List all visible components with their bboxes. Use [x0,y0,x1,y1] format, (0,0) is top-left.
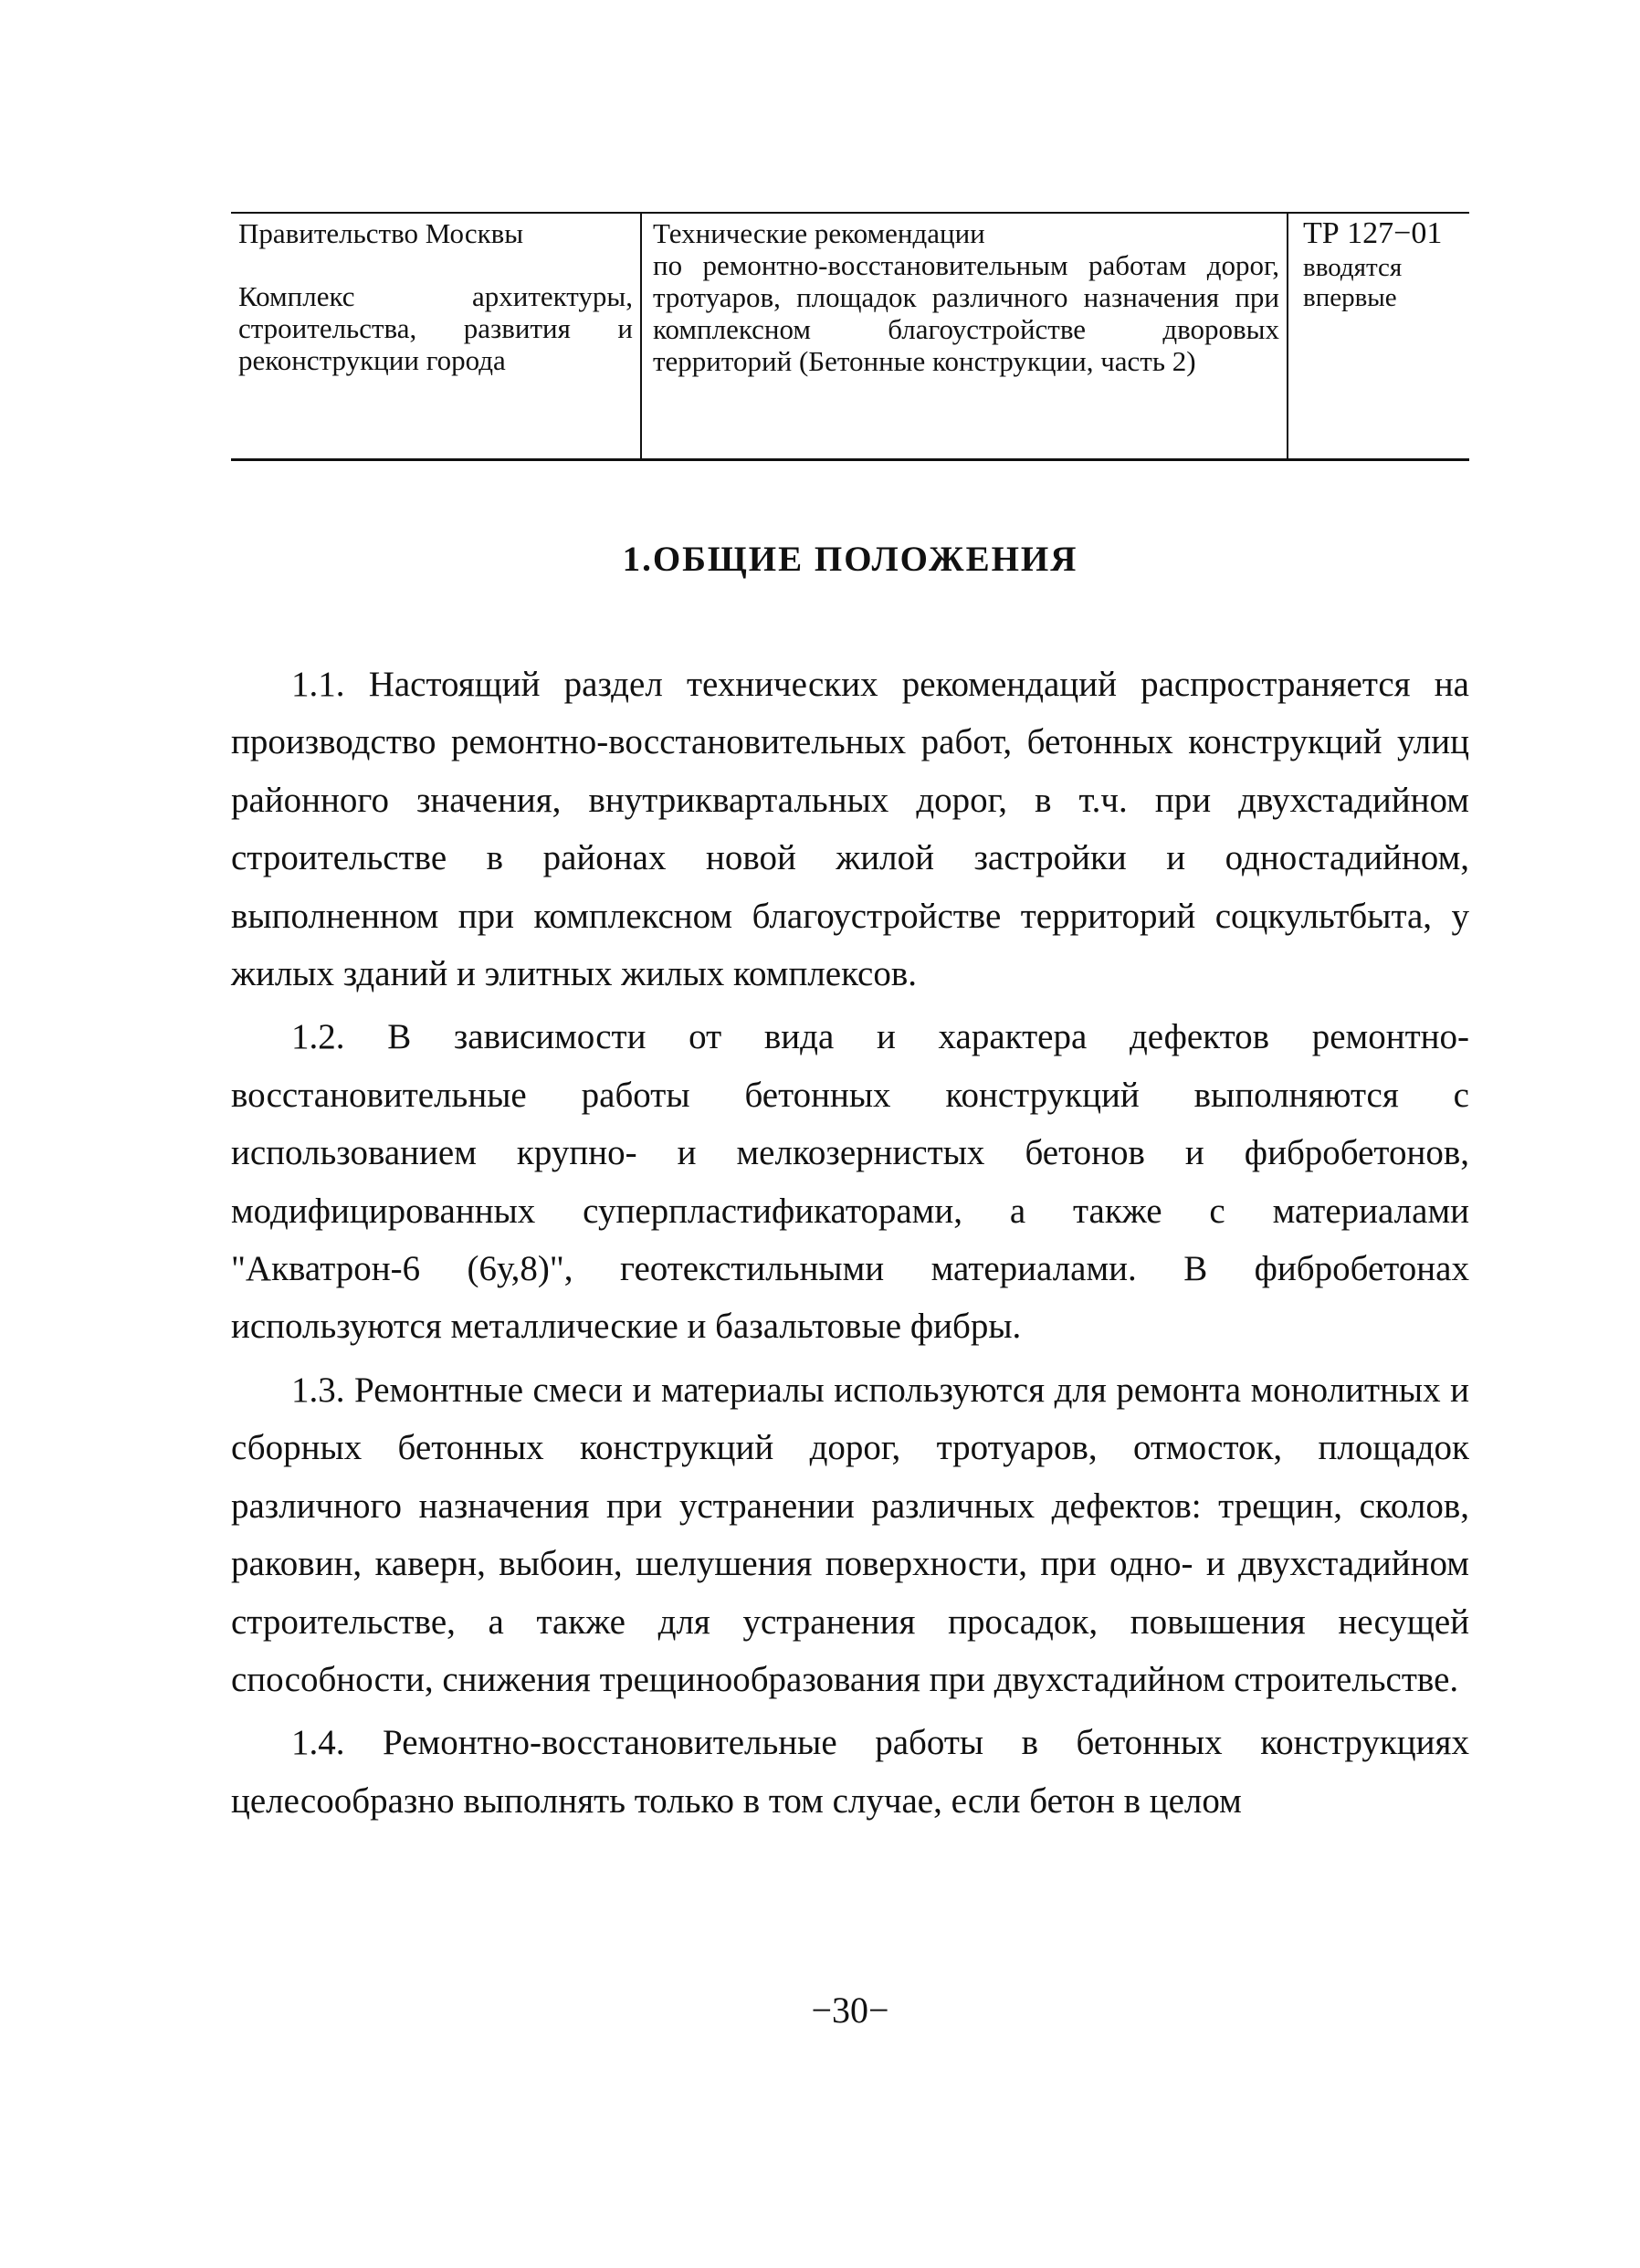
document-code: ТР 127−01 [1303,216,1443,250]
page-number: −30− [811,1990,889,2031]
document-subtitle: по ремонтно-восстановительным работам дорог, тротуаров, площадок различного назначения при комплексном благоустройстве дворовых территорий (Бетонные конструкции, часть 2) [653,249,1279,377]
paragraph-1-4: 1.4. Ремонтно-восстановительные работы в бетонных конструкциях целесообразно выполнять только в том случае, если бетон в целом [231,1723,1469,1821]
document-status: вводятся впервые [1303,253,1403,312]
government-name: Правительство Москвы [238,217,524,249]
section-title: 1.ОБЩИЕ ПОЛОЖЕНИЯ [622,540,1078,579]
header-middle-column [642,214,1288,458]
header-left-column [231,214,642,458]
paragraph-1-3: 1.3. Ремонтные смеси и материалы используются для ремонта монолитных и сборных бетонных конструкций дорог, тротуаров, отмосток, площадок различного назначения при устранении различных дефектов: трещин, сколов, раковин, каверн, выбоин, шелушения поверхности, при одно- и двухстадийном строительстве, а также для устранения просадок, повышения несущей способности, снижения трещинообразования при двухстадийном строительстве. [231,1370,1469,1699]
complex-name: Комплекс архитектуры, строительства, развития и реконструкции города [238,280,633,376]
document-header-table [231,212,1469,461]
header-right-column [1288,214,1469,458]
document-title: Технические рекомендации [653,217,985,249]
document-body [231,656,1469,1835]
paragraph-1-2: 1.2. В зависимости от вида и характера дефектов ремонтно-восстановительные работы бетонных конструкций выполняются с использованием крупно- и мелкозернистых бетонов и фибробетонов, модифицированных суперпластификаторами, а также с материалами "Акватрон-6 (6у,8)", геотекстильными материалами. В фибробетонах используются металлические и базальтовые фибры. [231,1017,1469,1347]
paragraph-1-1: 1.1. Настоящий раздел технических рекомендаций распространяется на производство ремонтно-восстановительных работ, бетонных конструкций улиц районного значения, внутриквартальных дорог, в т.ч. при двухстадийном строительстве в районах новой жилой застройки и одностадийном, выполненном при комплексном благоустройстве территорий соцкультбыта, у жилых зданий и элитных жилых комплексов. [231,665,1469,994]
